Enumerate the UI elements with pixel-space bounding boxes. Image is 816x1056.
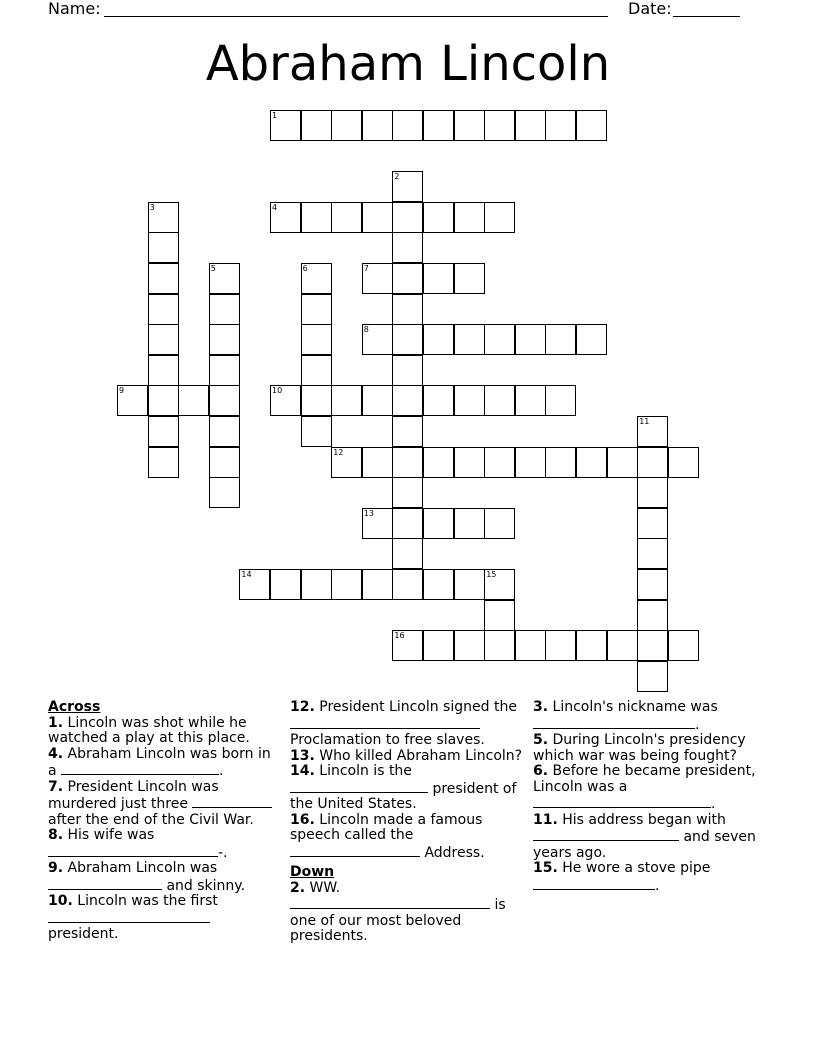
clue-down-3: 3. Lincoln's nickname was . — [533, 699, 718, 733]
cell-number: 1 — [272, 111, 278, 120]
crossword-cell[interactable] — [454, 385, 485, 416]
crossword-cell[interactable] — [454, 110, 485, 141]
crossword-cell[interactable] — [637, 630, 668, 661]
crossword-cell[interactable] — [362, 202, 393, 233]
page-title: Abraham Lincoln — [205, 36, 611, 92]
crossword-cell[interactable] — [454, 202, 485, 233]
cell-number: 7 — [363, 264, 369, 273]
clue-across-10: 10. Lincoln was the first president. — [48, 893, 218, 942]
crossword-cell[interactable] — [301, 385, 332, 416]
crossword-cell[interactable] — [301, 324, 332, 355]
crossword-cell[interactable] — [209, 355, 240, 386]
crossword-cell[interactable] — [362, 447, 393, 478]
crossword-cell[interactable] — [423, 508, 454, 539]
clue-across-8: 8. His wife was -. — [48, 827, 228, 861]
crossword-cell[interactable] — [576, 447, 607, 478]
crossword-cell[interactable] — [484, 600, 515, 631]
cell-number: 6 — [302, 264, 308, 273]
crossword-cell[interactable] — [484, 324, 515, 355]
crossword-cell[interactable] — [148, 324, 179, 355]
crossword-cell[interactable] — [637, 569, 668, 600]
crossword-cell[interactable] — [270, 569, 301, 600]
crossword-cell[interactable] — [576, 630, 607, 661]
crossword-cell[interactable] — [454, 630, 485, 661]
crossword-cell[interactable] — [362, 508, 393, 539]
crossword-cell[interactable] — [148, 447, 179, 478]
crossword-cell[interactable] — [423, 385, 454, 416]
cell-number: 8 — [363, 325, 369, 335]
crossword-cell[interactable] — [270, 110, 301, 141]
cell-number: 13 — [363, 508, 374, 518]
crossword-cell[interactable] — [301, 202, 332, 233]
clue-across-16: 16. Lincoln made a famous speech called the Address. — [290, 811, 485, 861]
crossword-cell[interactable] — [423, 263, 454, 294]
crossword-cell[interactable] — [301, 569, 332, 600]
crossword-cell[interactable] — [668, 447, 699, 478]
crossword-cell[interactable] — [362, 263, 393, 294]
name-field[interactable] — [104, 16, 608, 17]
clue-across-9: 9. Abraham Lincoln was and skinny. — [48, 860, 246, 894]
crossword-cell[interactable] — [331, 385, 362, 416]
crossword-cell[interactable] — [576, 324, 607, 355]
crossword-cell[interactable] — [637, 538, 668, 569]
crossword-cell[interactable] — [423, 202, 454, 233]
cell-number: 5 — [210, 264, 216, 273]
crossword-cell[interactable] — [331, 569, 362, 600]
crossword-cell[interactable] — [515, 385, 546, 416]
crossword-cell[interactable] — [301, 294, 332, 325]
clue-down-2: 2. WW. is one of our most beloved presidents. — [290, 879, 506, 944]
clue-down-15: 15. He wore a stove pipe . — [533, 860, 711, 894]
crossword-cell[interactable] — [637, 661, 668, 692]
down-heading: Down — [290, 864, 335, 880]
crossword-cell[interactable] — [301, 355, 332, 386]
crossword-cell[interactable] — [423, 447, 454, 478]
cell-number: 15 — [486, 570, 497, 579]
crossword-cell[interactable] — [515, 110, 546, 141]
crossword-cell[interactable] — [148, 416, 179, 447]
crossword-cell[interactable] — [301, 416, 332, 447]
crossword-cell[interactable] — [545, 324, 576, 355]
crossword-cell[interactable] — [392, 263, 423, 294]
cell-number: 9 — [119, 386, 125, 396]
cell-number: 11 — [639, 417, 650, 426]
cell-number: 16 — [394, 631, 405, 641]
clue-down-5: 5. During Lincoln's presidency which war was being fought? — [533, 732, 746, 764]
crossword-cell[interactable] — [637, 416, 668, 447]
crossword-cell[interactable] — [117, 385, 148, 416]
crossword-cell[interactable] — [637, 477, 668, 508]
crossword-cell[interactable] — [148, 232, 179, 263]
clue-down-6: 6. Before he became president, Lincoln was a . — [533, 763, 756, 812]
crossword-cell[interactable] — [392, 416, 423, 447]
crossword-cell[interactable] — [392, 202, 423, 233]
crossword-cell[interactable] — [392, 232, 423, 263]
crossword-cell[interactable] — [239, 569, 270, 600]
crossword-cell[interactable] — [148, 202, 179, 233]
crossword-cell[interactable] — [392, 385, 423, 416]
crossword-cell[interactable] — [392, 447, 423, 478]
crossword-cell[interactable] — [392, 110, 423, 141]
crossword-cell[interactable] — [454, 324, 485, 355]
crossword-cell[interactable] — [515, 447, 546, 478]
crossword-cell[interactable] — [392, 171, 423, 202]
crossword-cell[interactable] — [392, 294, 423, 325]
crossword-cell[interactable] — [545, 630, 576, 661]
crossword-cell[interactable] — [362, 324, 393, 355]
crossword-cell[interactable] — [270, 385, 301, 416]
crossword-cell[interactable] — [331, 202, 362, 233]
cell-number: 4 — [272, 202, 278, 212]
crossword-cell[interactable] — [362, 385, 393, 416]
cell-number: 3 — [149, 202, 155, 212]
clue-down-11: 11. His address began with and seven years ago. — [533, 811, 756, 861]
cell-number: 12 — [333, 447, 344, 457]
crossword-cell[interactable] — [423, 630, 454, 661]
crossword-cell[interactable] — [484, 630, 515, 661]
clues-column-3 — [533, 700, 768, 894]
crossword-cell[interactable] — [423, 569, 454, 600]
clues-column-2 — [290, 700, 530, 945]
crossword-cell[interactable] — [515, 324, 546, 355]
crossword-cell[interactable] — [270, 202, 301, 233]
crossword-cell[interactable] — [454, 447, 485, 478]
name-label: Name: — [48, 0, 101, 18]
crossword-cell[interactable] — [423, 110, 454, 141]
clue-across-13: 13. Who killed Abraham Lincoln? — [290, 747, 523, 764]
crossword-cell[interactable] — [545, 110, 576, 141]
crossword-cell[interactable] — [454, 263, 485, 294]
crossword-cell[interactable] — [209, 294, 240, 325]
date-label: Date: — [628, 0, 672, 18]
crossword-cell[interactable] — [209, 416, 240, 447]
crossword-cell[interactable] — [454, 508, 485, 539]
crossword-cell[interactable] — [148, 263, 179, 294]
crossword-cell[interactable] — [148, 355, 179, 386]
crossword-cell[interactable] — [668, 630, 699, 661]
crossword-cell[interactable] — [148, 294, 179, 325]
crossword-cell[interactable] — [515, 630, 546, 661]
header — [48, 0, 748, 20]
crossword-cell[interactable] — [392, 508, 423, 539]
crossword-cell[interactable] — [392, 569, 423, 600]
crossword-cell[interactable] — [484, 569, 515, 600]
crossword-cell[interactable] — [484, 508, 515, 539]
crossword-cell[interactable] — [392, 630, 423, 661]
crossword-cell[interactable] — [331, 110, 362, 141]
crossword-cell[interactable] — [392, 324, 423, 355]
crossword-cell[interactable] — [545, 385, 576, 416]
crossword-cell[interactable] — [209, 477, 240, 508]
crossword-cell[interactable] — [392, 538, 423, 569]
across-heading: Across — [48, 699, 101, 715]
crossword-cell[interactable] — [209, 263, 240, 294]
crossword-cell[interactable] — [331, 447, 362, 478]
crossword-cell[interactable] — [607, 447, 638, 478]
crossword-cell[interactable] — [392, 355, 423, 386]
crossword-cell[interactable] — [423, 324, 454, 355]
crossword-cell[interactable] — [454, 569, 485, 600]
clues-column-1 — [48, 700, 283, 943]
crossword-cell[interactable] — [209, 447, 240, 478]
crossword-cell[interactable] — [301, 263, 332, 294]
crossword-cell[interactable] — [607, 630, 638, 661]
crossword-cell[interactable] — [362, 569, 393, 600]
crossword-cell[interactable] — [484, 202, 515, 233]
crossword-cell[interactable] — [484, 110, 515, 141]
crossword-cell[interactable] — [148, 385, 179, 416]
crossword-cell[interactable] — [545, 447, 576, 478]
crossword-cell[interactable] — [178, 385, 209, 416]
crossword-cell[interactable] — [362, 110, 393, 141]
crossword-cell[interactable] — [637, 447, 668, 478]
clue-across-7: 7. President Lincoln was murdered just three after the end of the Civil War. — [48, 780, 283, 829]
crossword-cell[interactable] — [637, 600, 668, 631]
crossword-cell[interactable] — [637, 508, 668, 539]
date-field[interactable] — [673, 16, 740, 17]
clue-across-4: 4. Abraham Lincoln was born in a . — [48, 745, 271, 779]
crossword-cell[interactable] — [209, 385, 240, 416]
cell-number: 10 — [272, 386, 283, 396]
clue-across-1: 1. Lincoln was shot while he watched a play at this place. — [48, 714, 250, 746]
crossword-cell[interactable] — [209, 324, 240, 355]
crossword-cell[interactable] — [301, 110, 332, 141]
crossword-cell[interactable] — [484, 385, 515, 416]
cell-number: 14 — [241, 570, 252, 579]
cell-number: 2 — [394, 172, 400, 182]
crossword-cell[interactable] — [392, 477, 423, 508]
crossword-cell[interactable] — [576, 110, 607, 141]
clue-across-12: 12. President Lincoln signed the Proclamation to free slaves. — [290, 699, 517, 748]
crossword-cell[interactable] — [484, 447, 515, 478]
clue-across-14: 14. Lincoln is the president of the United States. — [290, 763, 517, 812]
